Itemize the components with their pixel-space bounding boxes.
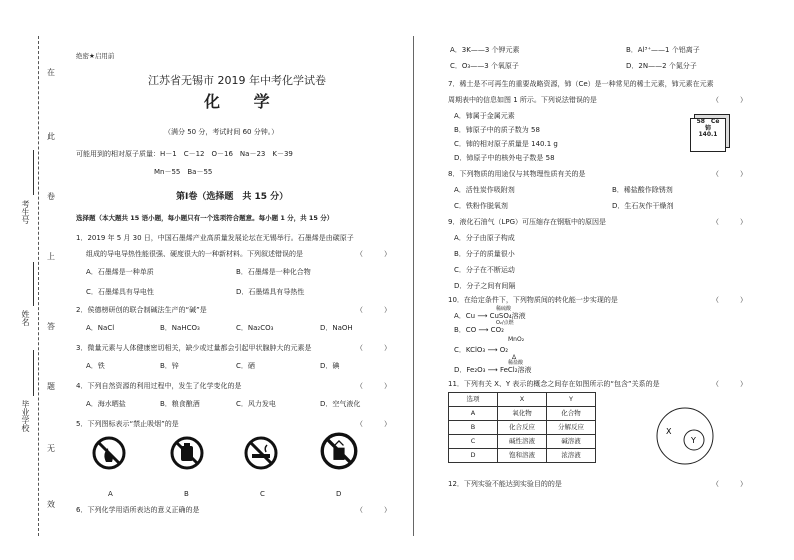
q5-label-d: D xyxy=(336,490,342,498)
table-cell: A xyxy=(449,407,498,421)
q6-option-c: C．O₃——3 个氧原子 xyxy=(450,62,519,70)
secret-label: 绝密★启用前 xyxy=(76,52,115,60)
field-school-label: 毕业学校 xyxy=(21,400,30,432)
q9-option-a: A．分子由原子构成 xyxy=(454,234,515,242)
q7-option-b: B．铈原子中的质子数为 58 xyxy=(454,126,540,134)
table-cell: 碱性溶液 xyxy=(498,435,547,449)
q7-option-a: A．铈属于金属元素 xyxy=(454,112,515,120)
venn-label-y: Y xyxy=(691,436,696,445)
table-row xyxy=(449,421,596,435)
q5-label-a: A xyxy=(108,490,113,498)
q1-option-a: A．石墨烯是一种单质 xyxy=(86,268,154,276)
q1-line1: 1．2019 年 5 月 30 日，中国石墨烯产业高质量发展论坛在无锡举行。石墨烯是由碳原子 xyxy=(76,234,354,242)
binding-dashed-line xyxy=(38,36,39,536)
q10-option-c: C．KClO₃ ⟶ O₂ xyxy=(454,346,509,354)
table-cell: B xyxy=(449,421,498,435)
atomic-mass-line1: 可能用到的相对原子质量：H－1 C－12 O－16 Na－23 K－39 xyxy=(76,150,293,158)
q1-option-c: C．石墨烯具有导电性 xyxy=(86,288,154,296)
binding-char: 效 xyxy=(47,500,55,509)
table-cell: 浓溶液 xyxy=(547,449,596,463)
binding-char: 无 xyxy=(47,444,55,453)
q10-c-condition-top: MnO₂ xyxy=(508,336,525,343)
q4-option-d: D．空气液化 xyxy=(320,400,361,408)
q1-option-b: B．石墨烯是一种化合物 xyxy=(236,268,311,276)
binding-char: 卷 xyxy=(47,192,55,201)
table-cell: 分解反应 xyxy=(547,421,596,435)
table-cell: 氧化物 xyxy=(498,407,547,421)
q10-option-a: A．Cu ⟶ CuSO₄溶液 xyxy=(454,312,526,320)
table-header-row xyxy=(449,393,596,407)
exam-note: （满分 50 分，考试时间 60 分钟。） xyxy=(164,128,279,136)
q4-option-c: C．风力发电 xyxy=(236,400,276,408)
q9-stem: 9．液化石油气（LPG）可压缩存在钢瓶中的原因是 xyxy=(448,218,606,226)
q11-table xyxy=(448,392,596,463)
q2-option-b: B．NaHCO₃ xyxy=(160,324,200,332)
field-name-line[interactable] xyxy=(33,262,34,306)
q12-stem: 12．下列实验不能达到实验目的的是 xyxy=(448,480,562,488)
no-fire-icon xyxy=(92,436,126,470)
q12-answer[interactable]: （ ） xyxy=(712,480,747,488)
table-cell: 饱和溶液 xyxy=(498,449,547,463)
q1-answer[interactable]: （ ） xyxy=(356,250,391,258)
binding-margin xyxy=(0,0,60,560)
table-row xyxy=(449,407,596,421)
table-row xyxy=(449,449,596,463)
q6-option-d: D．2N——2 个氮分子 xyxy=(626,62,697,70)
q4-answer[interactable]: （ ） xyxy=(356,382,391,390)
q10-a-condition: 稀硫酸 xyxy=(496,306,512,312)
q8-stem: 8．下列物质的用途仅与其物理性质有关的是 xyxy=(448,170,586,178)
q4-option-a: A．海水晒盐 xyxy=(86,400,126,408)
section-title: 第Ⅰ卷（选择题 共 15 分） xyxy=(176,192,289,202)
q10-option-b: B．CO ⟶ CO₂ xyxy=(454,326,504,334)
subject-title: 化 学 xyxy=(204,92,284,111)
cerium-element-box xyxy=(690,118,726,152)
q7-line2: 周期表中的信息如图 1 所示。下列说法错误的是 xyxy=(448,96,597,104)
q3-option-d: D．碘 xyxy=(320,362,340,370)
q10-b-condition: O₂/点燃 xyxy=(496,320,514,326)
binding-char: 题 xyxy=(47,382,55,391)
q3-stem: 3．微量元素与人体健康密切相关，缺少或过量都会引起甲状腺肿大的元素是 xyxy=(76,344,312,352)
q6-option-a: A．3K——3 个钾元素 xyxy=(450,46,520,54)
q2-answer[interactable]: （ ） xyxy=(356,306,391,314)
cerium-name: 铈 xyxy=(704,124,711,132)
q10-option-d: D．Fe₂O₃ ⟶ FeCl₂溶液 xyxy=(454,366,532,374)
table-header-cell: Y xyxy=(547,393,596,407)
q9-option-c: C．分子在不断运动 xyxy=(454,266,515,274)
q8-option-b: B．稀盐酸作除锈剂 xyxy=(612,186,673,194)
no-fireworks-icon xyxy=(320,432,358,470)
q5-answer[interactable]: （ ） xyxy=(356,420,391,428)
q10-c-condition-bottom: Δ xyxy=(512,354,517,361)
q3-answer[interactable]: （ ） xyxy=(356,344,391,352)
table-cell: D xyxy=(449,449,498,463)
table-cell: 化合物 xyxy=(547,407,596,421)
q8-option-a: A．活性炭作吸附剂 xyxy=(454,186,515,194)
exam-title: 江苏省无锡市 2019 年中考化学试卷 xyxy=(148,74,326,87)
q3-option-b: B．锌 xyxy=(160,362,179,370)
q8-option-d: D．生石灰作干燥剂 xyxy=(612,202,674,210)
field-exam-number-line[interactable] xyxy=(33,150,34,195)
q2-stem: 2．侯德榜研创的联合制碱法生产的“碱”是 xyxy=(76,306,207,314)
no-explosive-icon xyxy=(170,436,204,470)
q2-option-a: A．NaCl xyxy=(86,324,115,332)
q6-answer[interactable]: （ ） xyxy=(356,506,391,514)
instructions: 选择题（本大题共 15 语小题，每小题只有一个选项符合题意。每小题 1 分，共 15 分） xyxy=(76,214,334,222)
atomic-mass-line2: Mn－55 Ba－55 xyxy=(154,168,213,176)
no-smoking-icon xyxy=(244,436,278,470)
q3-option-a: A．铁 xyxy=(86,362,105,370)
table-cell: C xyxy=(449,435,498,449)
q1-option-d: D．石墨烯具有导热性 xyxy=(236,288,305,296)
q7-option-c: C．铈的相对原子质量是 140.1 g xyxy=(454,140,558,148)
field-school-line[interactable] xyxy=(33,350,34,396)
q1-line2: 组成的导电导热性能很强、硬度很大的一种新材料。下列叙述错误的是 xyxy=(86,250,303,258)
q10-d-condition: 稀盐酸 xyxy=(508,360,524,366)
page-divider xyxy=(413,36,414,536)
q7-option-d: D．铈原子中的核外电子数是 58 xyxy=(454,154,555,162)
table-header-cell: 选项 xyxy=(449,393,498,407)
cerium-number-symbol: 58 Ce xyxy=(696,118,720,125)
table-row xyxy=(449,435,596,449)
q6-stem: 6．下列化学用语所表达的意义正确的是 xyxy=(76,506,200,514)
q2-option-c: C．Na₂CO₃ xyxy=(236,324,274,332)
binding-char: 在 xyxy=(47,68,55,77)
binding-char: 答 xyxy=(47,322,55,331)
q9-option-b: B．分子的质量很小 xyxy=(454,250,515,258)
q3-option-c: C．硒 xyxy=(236,362,255,370)
q9-answer[interactable]: （ ） xyxy=(712,218,747,226)
q5-stem: 5．下列图标表示“禁止吸烟”的是 xyxy=(76,420,179,428)
venn-label-x: X xyxy=(666,427,672,436)
q7-line1: 7．稀土是不可再生的重要战略资源，铈（Ce）是一种常见的稀土元素，铈元素在元素 xyxy=(448,80,714,88)
table-cell: 碱溶液 xyxy=(547,435,596,449)
q10-answer[interactable]: （ ） xyxy=(712,296,747,304)
q5-label-c: C xyxy=(260,490,265,498)
q6-option-b: B．Al³⁺——1 个铝离子 xyxy=(626,46,700,54)
q2-option-d: D．NaOH xyxy=(320,324,353,332)
q5-label-b: B xyxy=(184,490,189,498)
q8-answer[interactable]: （ ） xyxy=(712,170,747,178)
q9-option-d: D．分子之间有间隔 xyxy=(454,282,516,290)
q4-option-b: B．粮食酿酒 xyxy=(160,400,200,408)
q8-option-c: C．铁粉作脱氧剂 xyxy=(454,202,508,210)
q4-stem: 4．下列自然资源的利用过程中，发生了化学变化的是 xyxy=(76,382,242,390)
venn-diagram xyxy=(650,406,720,466)
table-cell: 化合反应 xyxy=(498,421,547,435)
binding-char: 此 xyxy=(47,132,55,141)
cerium-mass: 140.1 xyxy=(698,131,718,139)
table-header-cell: X xyxy=(498,393,547,407)
field-exam-number-label: 考生号 xyxy=(21,200,30,224)
q7-answer[interactable]: （ ） xyxy=(712,96,747,104)
q10-stem: 10．在给定条件下，下列物质间的转化能一步实现的是 xyxy=(448,296,618,304)
q11-stem: 11．下列有关 X、Y 表示的概念之间存在如图所示的“包含”关系的是 xyxy=(448,380,660,388)
field-name-label: 姓名 xyxy=(21,310,30,326)
binding-char: 上 xyxy=(47,252,55,261)
q11-answer[interactable]: （ ） xyxy=(712,380,747,388)
